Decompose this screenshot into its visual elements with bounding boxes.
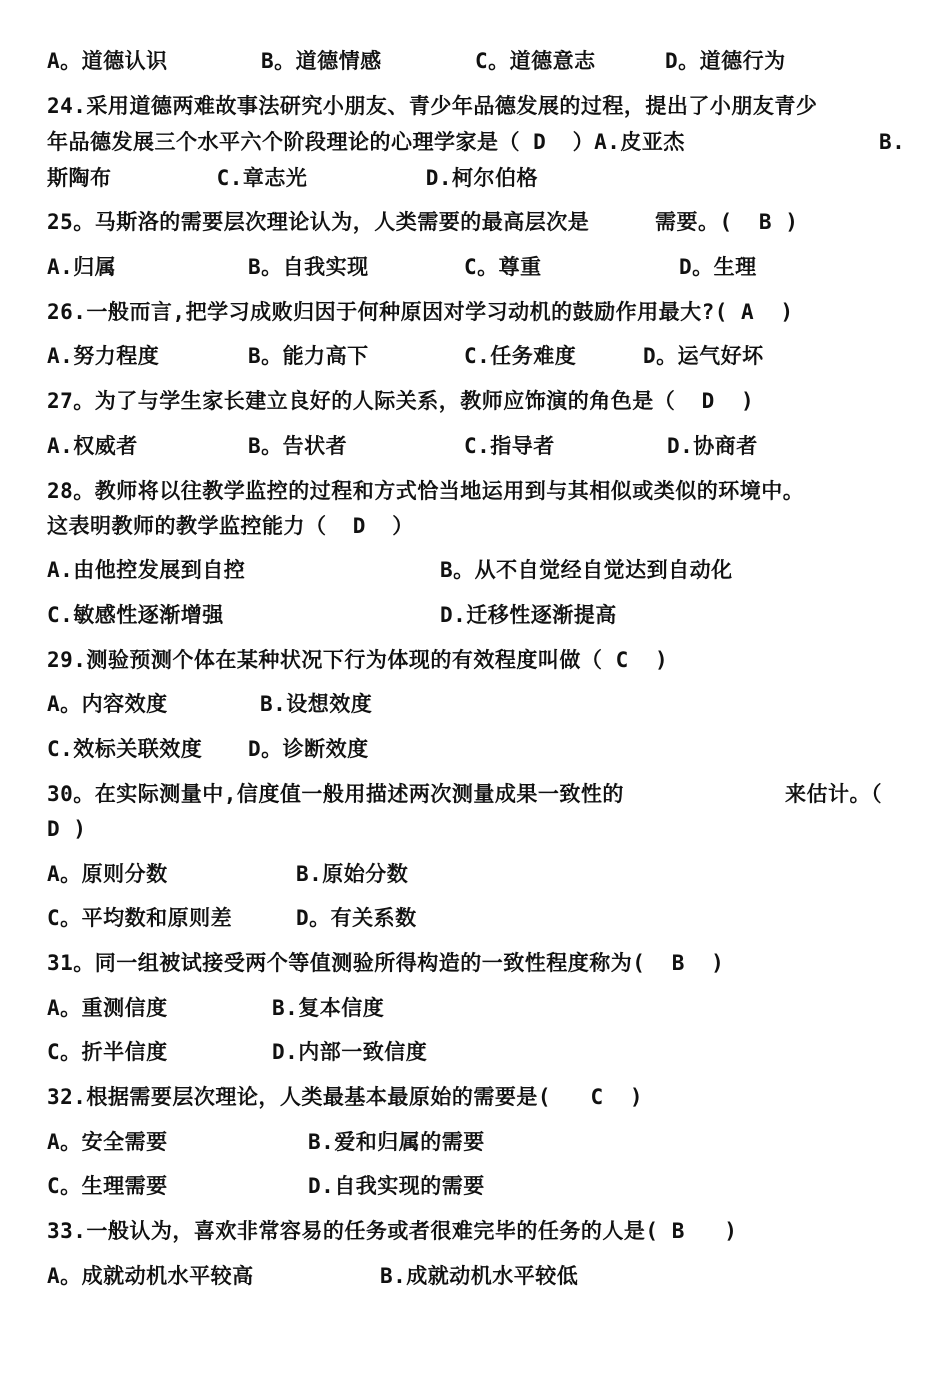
option-row [47,901,417,935]
option-row [47,339,764,373]
option-row [47,44,786,78]
question-options: 斯陶布 C.章志光 D.柯尔伯格 [47,166,539,190]
option-row [47,991,385,1025]
option-b: B。能力高下 [248,344,369,368]
question-text: 28。教师将以往教学监控的过程和方式恰当地运用到与其相似或类似的环境中。 [47,479,805,503]
option-d: D。道德行为 [665,49,786,73]
question-25 [47,205,799,239]
option-a: A。道德认识 [47,49,168,73]
question-text: 这表明教师的教学监控能力（ D ） [47,514,414,538]
option-row [47,732,369,766]
option-c: C.敏感性逐渐增强 [47,603,224,627]
option-c: C。平均数和原则差 [47,906,233,930]
question-text: 年品德发展三个水平六个阶段理论的心理学家是（ D ）A.皮亚杰 [47,130,685,154]
option-d: D.协商者 [667,434,758,458]
option-row [47,1125,485,1159]
question-33 [47,1214,738,1248]
question-28-line-2 [47,509,414,543]
question-text: 30。在实际测量中,信度值一般用描述两次测量成果一致性的 [47,782,624,806]
question-text-tail: 来估计。（ [785,782,882,806]
option-c: C。生理需要 [47,1174,168,1198]
option-b: B.复本信度 [272,996,385,1020]
option-row [47,553,733,587]
option-d: D.内部一致信度 [272,1040,428,1064]
option-c: C.效标关联效度 [47,737,203,761]
option-a: A。内容效度 [47,692,168,716]
option-row [47,1169,485,1203]
question-26 [47,295,794,329]
option-row [47,429,758,463]
question-28-line-1 [47,474,805,508]
option-d: D.自我实现的需要 [308,1174,485,1198]
question-27 [47,384,755,418]
question-text: 29.测验预测个体在某种状况下行为体现的有效程度叫做（ C ) [47,648,669,672]
option-d: D。诊断效度 [248,737,369,761]
question-text: 33.一般认为，喜欢非常容易的任务或者很难完毕的任务的人是( B ) [47,1219,738,1243]
option-b: B。从不自觉经自觉达到自动化 [440,558,733,582]
option-b: B. [879,130,906,154]
question-24-line-3 [47,161,539,195]
option-d: D.迁移性逐渐提高 [440,603,617,627]
option-a: A.归属 [47,255,117,279]
option-a: A。重测信度 [47,996,168,1020]
option-d: D。生理 [679,255,757,279]
option-c: C。折半信度 [47,1040,168,1064]
option-b: B。告状者 [248,434,348,458]
option-row [47,1259,579,1293]
question-text: 27。为了与学生家长建立良好的人际关系，教师应饰演的角色是（ D ) [47,389,755,413]
question-text: 32.根据需要层次理论，人类最基本最原始的需要是( C ) [47,1085,644,1109]
option-d: D。运气好坏 [643,344,764,368]
option-b: B。道德情感 [261,49,382,73]
option-row [47,1035,428,1069]
option-a: A。成就动机水平较高 [47,1264,254,1288]
option-row [47,598,617,632]
option-a: A。原则分数 [47,862,168,886]
option-a: A.由他控发展到自控 [47,558,246,582]
question-32 [47,1080,644,1114]
option-a: A.权威者 [47,434,138,458]
question-text: 31。同一组被试接受两个等值测验所得构造的一致性程度称为( B ) [47,951,725,975]
option-b: B.原始分数 [296,862,409,886]
option-row [47,687,373,721]
question-answer: D ) [47,817,87,841]
question-29 [47,643,669,677]
option-a: A.努力程度 [47,344,160,368]
option-c: C.指导者 [464,434,555,458]
option-row [47,250,757,284]
option-a: A。安全需要 [47,1130,168,1154]
question-text: 25。马斯洛的需要层次理论认为，人类需要的最高层次是 需要。( B ) [47,210,799,234]
option-b: B.设想效度 [260,692,373,716]
option-c: C.任务难度 [464,344,577,368]
option-b: B。自我实现 [248,255,369,279]
option-d: D。有关系数 [296,906,417,930]
question-24-line-2 [47,125,906,159]
option-row [47,857,409,891]
question-30-line-2 [47,812,100,846]
question-31 [47,946,725,980]
option-b: B.爱和归属的需要 [308,1130,485,1154]
option-b: B.成就动机水平较低 [380,1264,579,1288]
option-c: C。道德意志 [475,49,596,73]
question-text: 26.一般而言,把学习成败归因于何种原因对学习动机的鼓励作用最大?( A ) [47,300,794,324]
question-text: 24.采用道德两难故事法研究小朋友、青少年品德发展的过程，提出了小朋友青少 [47,94,818,118]
option-c: C。尊重 [464,255,542,279]
question-30-line-1 [47,777,882,811]
question-24-line-1 [47,89,818,123]
